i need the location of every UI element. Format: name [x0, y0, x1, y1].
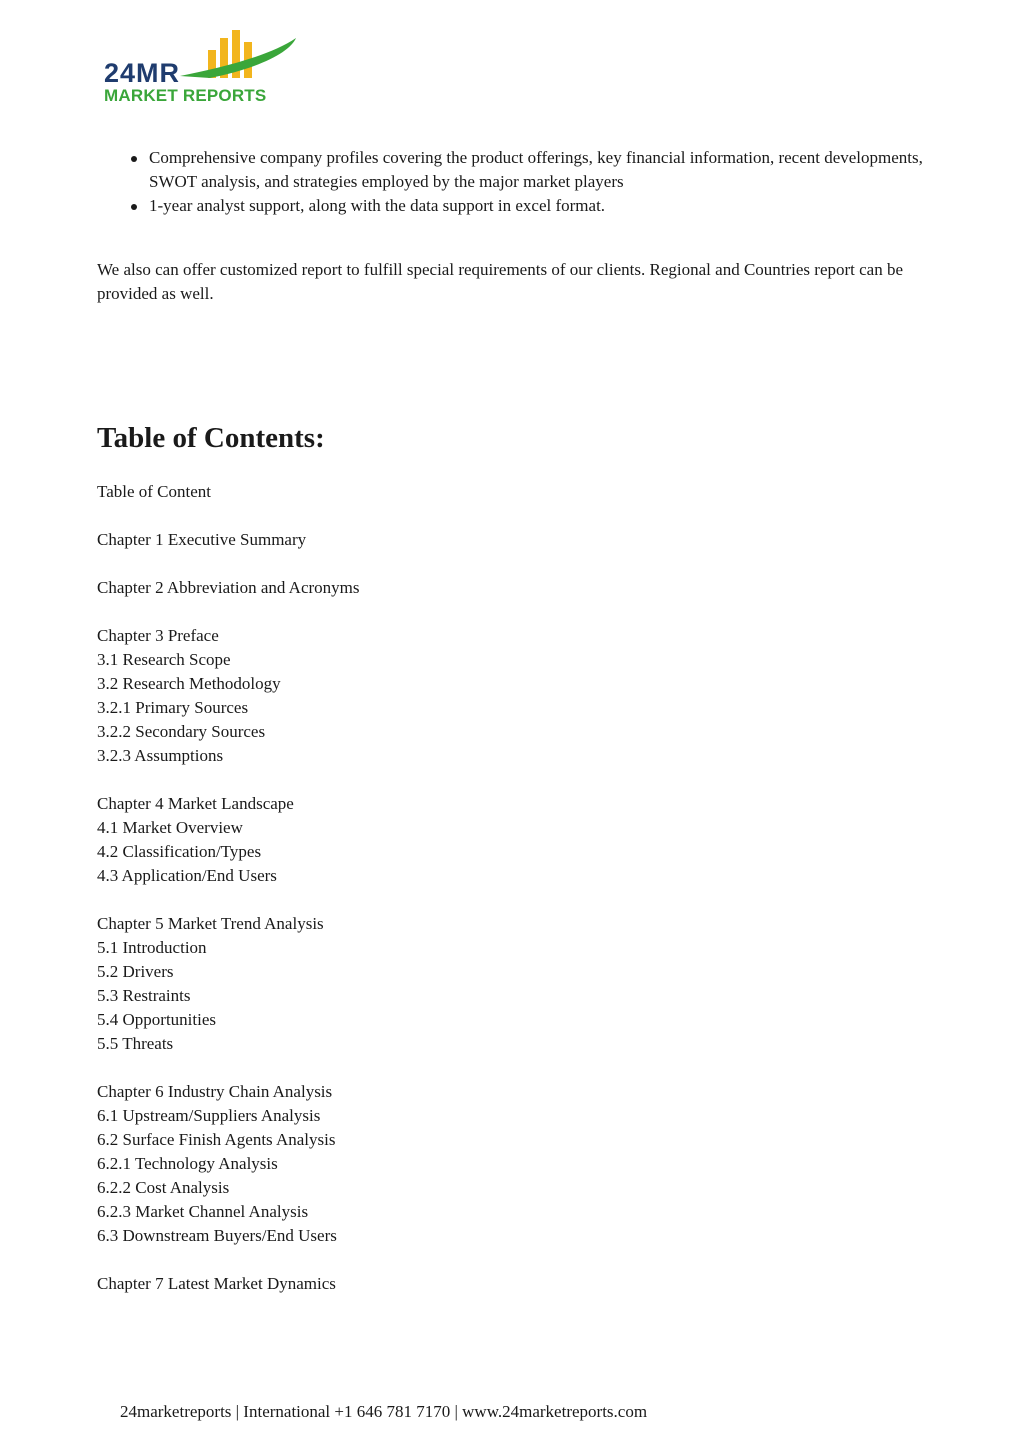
bullet-dot-icon	[131, 156, 137, 162]
toc-spacer	[97, 768, 360, 792]
toc-spacer	[97, 600, 360, 624]
toc-spacer	[97, 552, 360, 576]
toc-section-line: 3.2 Research Methodology	[97, 674, 281, 693]
customization-paragraph: We also can offer customized report to fulfill special requirements of our clients. Regional and Countries report can be provided as well.	[97, 260, 904, 303]
toc-section-line: 5.3 Restraints	[97, 986, 191, 1005]
toc-chapter-line: Chapter 7 Latest Market Dynamics	[97, 1274, 336, 1293]
toc-spacer	[97, 504, 360, 528]
bullet-text: Comprehensive company profiles covering the product offerings, key financial information, recent developments, SWOT analysis, and strategies employed by the major market players	[149, 148, 923, 191]
feature-bullet-list	[131, 146, 931, 218]
toc-section-line: 4.1 Market Overview	[97, 818, 243, 837]
toc-heading: Table of Contents:	[97, 422, 325, 454]
company-logo[interactable]	[100, 28, 306, 108]
logo-wordmark: 24MR	[104, 58, 181, 88]
toc-section-line: 6.2.3 Market Channel Analysis	[97, 1202, 309, 1221]
toc-section-line: 5.2 Drivers	[97, 962, 174, 981]
toc-section-line: 6.2.1 Technology Analysis	[97, 1154, 278, 1173]
toc-chapter-line: Chapter 3 Preface	[97, 626, 219, 645]
toc-chapter-line: Chapter 2 Abbreviation and Acronyms	[97, 578, 360, 597]
toc-section-line: 3.2.2 Secondary Sources	[97, 722, 266, 741]
toc-section-line: 5.1 Introduction	[97, 938, 207, 957]
toc-chapter-line: Table of Content	[97, 482, 212, 501]
bullet-item	[131, 146, 931, 194]
toc-spacer	[97, 888, 360, 912]
toc-section-line: 3.2.1 Primary Sources	[97, 698, 249, 717]
toc-section-line: 6.1 Upstream/Suppliers Analysis	[97, 1106, 321, 1125]
toc-spacer	[97, 1248, 360, 1272]
toc-chapter-line: Chapter 5 Market Trend Analysis	[97, 914, 324, 933]
table-of-contents	[97, 480, 360, 1296]
page-footer: 24marketreports | International +1 646 781 7170 | www.24marketreports.com	[120, 1402, 648, 1421]
bullet-text: 1-year analyst support, along with the data support in excel format.	[149, 196, 606, 215]
toc-section-line: 5.4 Opportunities	[97, 1010, 216, 1029]
toc-section-line: 3.2.3 Assumptions	[97, 746, 224, 765]
logo-subline: MARKET REPORTS	[104, 86, 267, 105]
bullet-item	[131, 194, 931, 218]
toc-spacer	[97, 1056, 360, 1080]
toc-chapter-line: Chapter 4 Market Landscape	[97, 794, 294, 813]
toc-section-line: 4.3 Application/End Users	[97, 866, 277, 885]
toc-section-line: 4.2 Classification/Types	[97, 842, 262, 861]
toc-section-line: 6.2 Surface Finish Agents Analysis	[97, 1130, 336, 1149]
toc-section-line: 6.3 Downstream Buyers/End Users	[97, 1226, 337, 1245]
toc-chapter-line: Chapter 1 Executive Summary	[97, 530, 307, 549]
bullet-dot-icon	[131, 204, 137, 210]
toc-section-line: 6.2.2 Cost Analysis	[97, 1178, 230, 1197]
toc-section-line: 3.1 Research Scope	[97, 650, 231, 669]
toc-section-line: 5.5 Threats	[97, 1034, 174, 1053]
toc-chapter-line: Chapter 6 Industry Chain Analysis	[97, 1082, 333, 1101]
